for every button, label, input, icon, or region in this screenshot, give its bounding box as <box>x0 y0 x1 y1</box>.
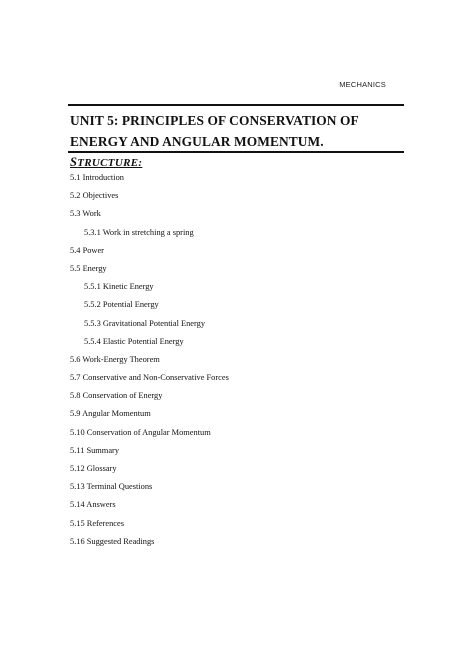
toc-item: 5.10 Conservation of Angular Momentum <box>70 427 211 437</box>
toc-item: 5.5.2 Potential Energy <box>84 300 159 310</box>
toc-item: 5.4 Power <box>70 245 104 255</box>
table-of-contents <box>70 172 229 554</box>
structure-heading-initial: S <box>70 155 78 169</box>
toc-item: 5.1 Introduction <box>70 173 124 182</box>
toc-item: 5.12 Glossary <box>70 464 117 473</box>
toc-item: 5.5 Energy <box>70 263 107 273</box>
toc-item: 5.5.1 Kinetic Energy <box>84 282 154 292</box>
toc-item: 5.14 Answers <box>70 500 116 510</box>
toc-item: 5.2 Objectives <box>70 191 119 201</box>
unit-title <box>70 110 406 152</box>
toc-item: 5.3 Work <box>70 209 101 219</box>
unit-title-line-2: ENERGY AND ANGULAR MOMENTUM. <box>70 134 324 149</box>
toc-item: 5.8 Conservation of Energy <box>70 391 163 401</box>
toc-item: 5.3.1 Work in stretching a spring <box>84 227 194 237</box>
toc-item: 5.5.3 Gravitational Potential Energy <box>84 318 206 328</box>
title-rule-bottom <box>68 151 404 153</box>
toc-item: 5.6 Work-Energy Theorem <box>70 354 160 364</box>
structure-heading-rest: TRUCTURE: <box>77 157 143 169</box>
toc-item: 5.15 References <box>70 518 124 528</box>
toc-item: 5.5.4 Elastic Potential Energy <box>84 336 184 346</box>
toc-item: 5.7 Conservative and Non-Conservative Forces <box>70 373 229 383</box>
toc-item: 5.16 Suggested Readings <box>70 536 155 546</box>
title-rule-top <box>68 104 404 106</box>
unit-title-line-1: UNIT 5: PRINCIPLES OF CONSERVATION OF <box>70 113 359 128</box>
toc-item: 5.13 Terminal Questions <box>70 482 153 492</box>
toc-item: 5.9 Angular Momentum <box>70 409 151 419</box>
toc-item: 5.11 Summary <box>70 445 120 455</box>
structure-heading <box>70 155 142 170</box>
running-header: MECHANICS <box>339 80 386 89</box>
